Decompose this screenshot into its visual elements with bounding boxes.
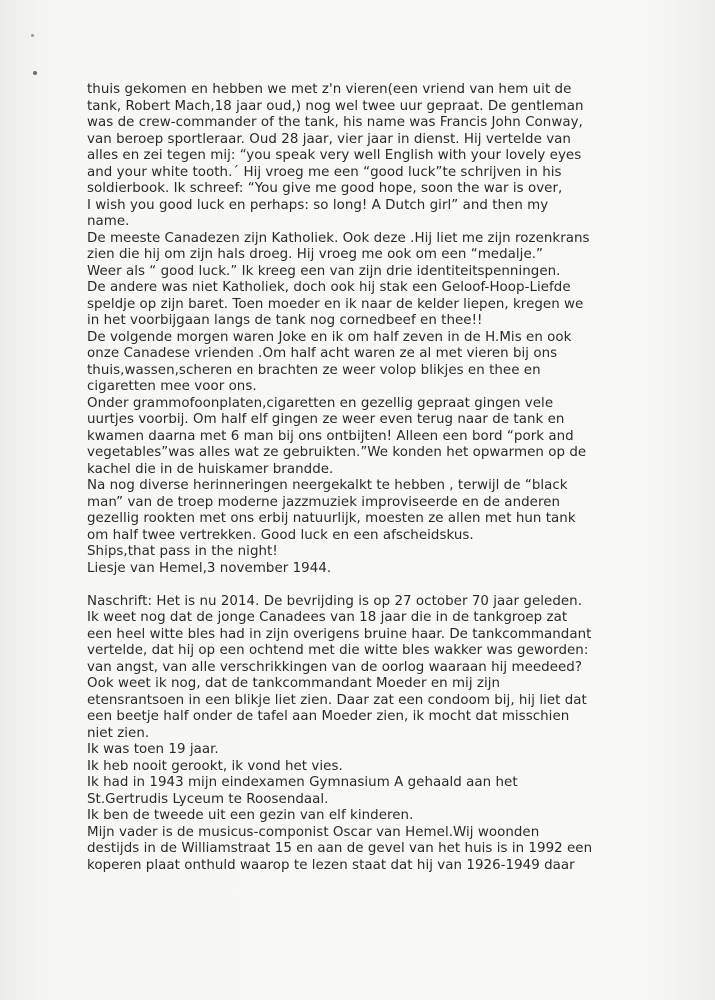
text-line: De andere was niet Katholiek, doch ook hij stak een Geloof-Hoop-Liefde <box>87 280 571 295</box>
text-line: van beroep sportleraar. Oud 28 jaar, vier jaar in dienst. Hij vertelde van <box>87 131 571 147</box>
text-line: tank, Robert Mach,18 jaar oud,) nog wel twee uur gepraat. De gentleman <box>87 98 584 114</box>
text-line: Ships,that pass in the night! <box>87 544 278 559</box>
text-line: koperen plaat onthuld waarop te lezen staat dat hij van 1926-1949 daar <box>87 857 575 873</box>
text-line: Ook weet ik nog, dat de tankcommandant Moeder en mij zijn <box>87 676 501 691</box>
paragraph-gap <box>87 577 697 594</box>
text-line: Ik ben de tweede uit een gezin van elf kinderen. <box>87 808 414 823</box>
letter-paragraph <box>87 82 697 577</box>
text-line: Na nog diverse herinneringen neergekalkt te hebben , terwijl de “black <box>87 478 568 493</box>
scan-speck <box>31 34 34 37</box>
postscript-paragraph <box>87 594 697 875</box>
text-line: zien die hij om zijn hals droeg. Hij vroeg me ook om een “medalje.” <box>87 247 544 262</box>
text-line: man” van de troep moderne jazzmuziek improviseerde en de anderen <box>87 494 561 510</box>
text-line: kwamen daarna met 6 man bij ons ontbijten! Alleen een bord “pork and <box>87 428 574 444</box>
text-line: uurtjes voorbij. Om half elf gingen ze weer even terug naar de tank en <box>87 412 565 427</box>
text-line: was de crew-commander of the tank, his name was Francis John Conway, <box>87 115 583 130</box>
text-line: De volgende morgen waren Joke en ik om half zeven in de H.Mis en ook <box>87 329 572 345</box>
text-line: in het voorbijgaan langs de tank nog cornedbeef en thee!! <box>87 313 483 328</box>
text-line: een heel witte bles had in zijn overigens bruine haar. De tankcommandant <box>87 626 592 642</box>
scan-speck <box>33 71 37 75</box>
text-line: soldierbook. Ik schreef: “You give me good hope, soon the war is over, <box>87 181 563 196</box>
text-line: gezellig rookten met ons erbij natuurlijk, moesten ze allen met hun tank <box>87 511 576 526</box>
text-line: Liesje van Hemel,3 november 1944. <box>87 560 332 576</box>
text-line: om half twee vertrekken. Good luck en een afscheidskus. <box>87 527 474 543</box>
text-line: speldje op zijn baret. Toen moeder en ik naar de kelder liepen, kregen we <box>87 296 584 312</box>
text-line: Ik was toen 19 jaar. <box>87 742 219 757</box>
text-line: thuis,wassen,scheren en brachten ze weer volop blikjes en thee en <box>87 362 541 378</box>
text-line: cigaretten mee voor ons. <box>87 379 257 394</box>
text-line: etensrantsoen in een blikje liet zien. Daar zat een condoom bij, hij liet dat <box>87 692 587 708</box>
text-line: name. <box>87 214 130 229</box>
text-line: and your white tooth.´ Hij vroeg me een “good luck”te schrijven in his <box>87 164 562 180</box>
text-line: Mijn vader is de musicus-componist Oscar van Hemel.Wij woonden <box>87 824 540 840</box>
text-line: onze Canadese vrienden .Om half acht waren ze al met vieren bij ons <box>87 346 558 361</box>
text-line: alles en zei tegen mij: “you speak very well English with your lovely eyes <box>87 148 582 163</box>
text-line: Onder grammofoonplaten,cigaretten en gezellig gepraat gingen vele <box>87 395 554 411</box>
text-line: destijds in de Williamstraat 15 en aan de gevel van het huis is in 1992 een <box>87 841 593 856</box>
text-line: kachel die in de huiskamer brandde. <box>87 461 334 477</box>
text-line: thuis gekomen en hebben we met z'n vieren(een vriend van hem uit de <box>87 82 572 97</box>
text-line: niet zien. <box>87 725 150 741</box>
text-line: Weer als “ good luck.” Ik kreeg een van zijn drie identiteitspenningen. <box>87 263 561 279</box>
text-line: Ik weet nog dat de jonge Canadees van 18 jaar die in de tankgroep zat <box>87 610 568 625</box>
text-line: een beetje half onder de tafel aan Moeder zien, ik mocht dat misschien <box>87 709 570 724</box>
text-line: vegetables”was alles wat ze gebruikten.”We konden het opwarmen op de <box>87 445 587 460</box>
text-line: van angst, van alle verschrikkingen van de oorlog waaraan hij meedeed? <box>87 659 582 675</box>
text-line: Ik heb nooit gerookt, ik vond het vies. <box>87 758 343 774</box>
text-line: I wish you good luck en perhaps: so long! A Dutch girl” and then my <box>87 197 549 213</box>
letter-text <box>87 82 697 874</box>
text-line: St.Gertrudis Lyceum te Roosendaal. <box>87 791 329 807</box>
text-line: Ik had in 1943 mijn eindexamen Gymnasium A gehaald aan het <box>87 775 518 790</box>
text-line: vertelde, dat hij op een ochtend met die witte bles wakker was geworden: <box>87 643 589 658</box>
text-line: Naschrift: Het is nu 2014. De bevrijding is op 27 october 70 jaar geleden. <box>87 593 583 609</box>
text-line: De meeste Canadezen zijn Katholiek. Ook deze .Hij liet me zijn rozenkrans <box>87 230 590 246</box>
